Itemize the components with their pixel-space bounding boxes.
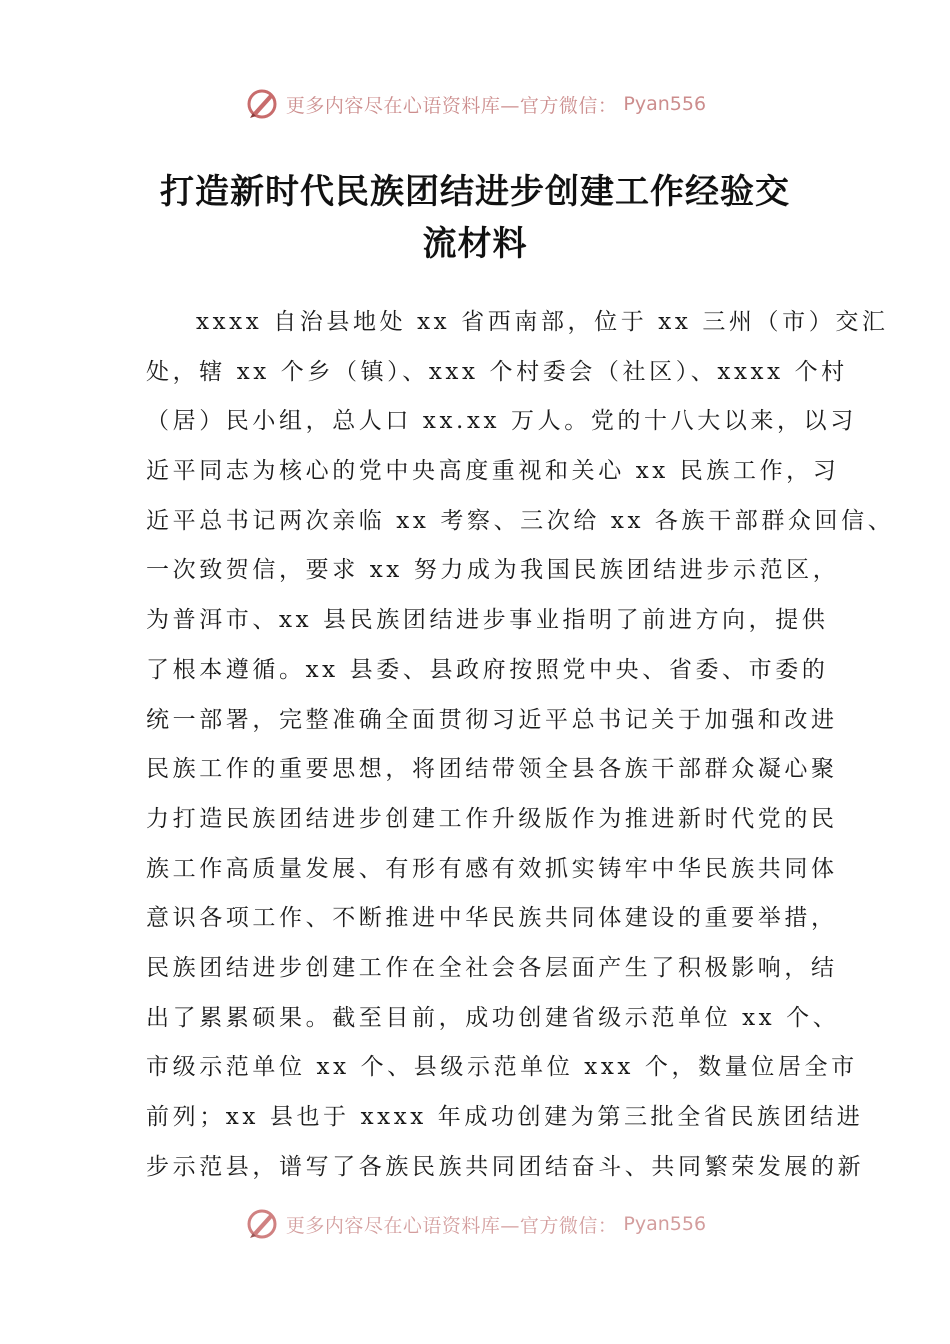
body-line: 民族工作的重要思想，将团结带领全县各族干部群众凝心聚 bbox=[146, 756, 838, 783]
watermark-wechat-id: Pyan556 bbox=[623, 93, 707, 115]
body-line: 意识各项工作、不断推进中华民族共同体建设的重要举措， bbox=[146, 905, 838, 932]
body-line: 族工作高质量发展、有形有感有效抓实铸牢中华民族共同体 bbox=[146, 855, 838, 882]
watermark-header bbox=[0, 84, 950, 124]
body-line: 处，辖 xx 个乡（镇）、xxx 个村委会（社区）、xxxx 个村 bbox=[146, 358, 848, 385]
title-line-1: 打造新时代民族团结进步创建工作经验交 bbox=[160, 172, 790, 212]
body-line: 力打造民族团结进步创建工作升级版作为推进新时代党的民 bbox=[146, 805, 838, 832]
title-line-2: 流材料 bbox=[422, 224, 528, 264]
document-title bbox=[100, 166, 850, 270]
body-line: 了根本遵循。xx 县委、县政府按照党中央、省委、市委的 bbox=[146, 656, 829, 683]
watermark-footer bbox=[0, 1204, 950, 1244]
body-line: 为普洱市、xx 县民族团结进步事业指明了前进方向，提供 bbox=[146, 607, 829, 634]
body-line: 步示范县，谱写了各族民族共同团结奋斗、共同繁荣发展的新 bbox=[146, 1153, 865, 1180]
pen-logo-icon bbox=[244, 86, 280, 122]
watermark-wechat-id: Pyan556 bbox=[623, 1213, 707, 1235]
body-line: 出了累累硕果。截至目前，成功创建省级示范单位 xx 个、 bbox=[146, 1004, 840, 1031]
body-line: （居）民小组，总人口 xx.xx 万人。党的十八大以来，以习 bbox=[146, 408, 857, 435]
body-line: 民族团结进步创建工作在全社会各层面产生了积极影响，结 bbox=[146, 954, 838, 981]
body-line: 近平同志为核心的党中央高度重视和关心 xx 民族工作，习 bbox=[146, 458, 840, 485]
body-line: xxxx 自治县地处 xx 省西南部，位于 xx 三州（市）交汇 bbox=[196, 309, 889, 335]
body-line: 统一部署，完整准确全面贯彻习近平总书记关于加强和改进 bbox=[146, 706, 838, 733]
watermark-text: 更多内容尽在心语资料库—官方微信： bbox=[285, 1214, 618, 1237]
document-body bbox=[146, 298, 894, 1192]
body-line: 一次致贺信，要求 xx 努力成为我国民族团结进步示范区， bbox=[146, 557, 840, 584]
body-line: 市级示范单位 xx 个、县级示范单位 xxx 个，数量位居全市 bbox=[146, 1054, 858, 1081]
body-line: 近平总书记两次亲临 xx 考察、三次给 xx 各族干部群众回信、 bbox=[146, 507, 895, 534]
body-line: 前列；xx 县也于 xxxx 年成功创建为第三批全省民族团结进 bbox=[146, 1104, 864, 1130]
pen-logo-icon bbox=[244, 1206, 280, 1242]
watermark-text: 更多内容尽在心语资料库—官方微信： bbox=[285, 94, 618, 117]
